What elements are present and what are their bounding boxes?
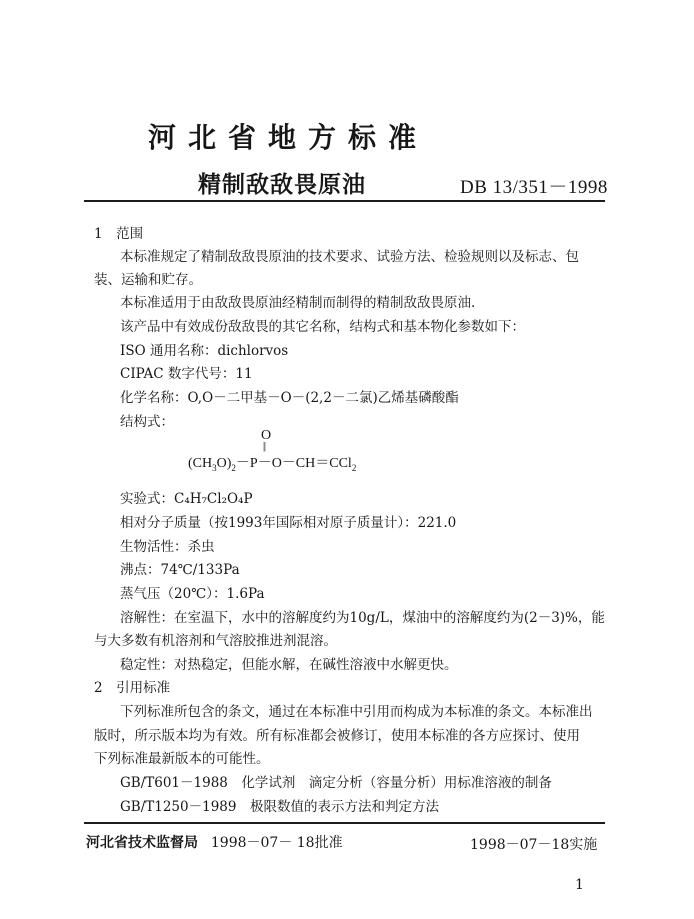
cipac-code: CIPAC 数字代号：11 xyxy=(120,366,253,382)
footer-rule xyxy=(84,822,605,824)
reference-standard-1: GB/T601－1988 化学试剂 滴定分析（容量分析）用标准溶液的制备 xyxy=(120,775,552,791)
document-title: 精制敌敌畏原油 xyxy=(198,172,366,198)
chemical-name: 化学名称：O,O－二甲基－O－(2,2－二氯)乙烯基磷酸酯 xyxy=(120,390,459,406)
stability: 稳定性：对热稳定，但能水解，在碱性溶液中水解更快。 xyxy=(120,657,458,673)
standard-code: DB 13/351－1998 xyxy=(460,177,608,198)
structure-oxygen-atom: O xyxy=(261,428,272,443)
formula-left-mid: O) xyxy=(216,456,232,471)
formula-sub-2: 2 xyxy=(231,462,236,473)
boiling-point: 沸点：74℃/133Pa xyxy=(120,562,240,578)
standard-type-heading: 河北省地方标准 xyxy=(148,121,429,154)
header-rule xyxy=(84,200,605,202)
formula-sub-3: 2 xyxy=(351,462,357,473)
vapor-pressure: 蒸气压（20℃）：1.6Pa xyxy=(120,586,265,602)
section-2-paragraph-line-3: 下列标准最新版本的可能性。 xyxy=(94,751,270,767)
structural-formula xyxy=(188,452,356,473)
structural-formula-label: 结构式： xyxy=(120,414,174,430)
section-2-heading: 2 引用标准 xyxy=(94,680,171,696)
section-1-paragraph-3: 该产品中有效成份敌敌畏的其它名称，结构式和基本物化参数如下： xyxy=(120,319,525,335)
reference-standard-2: GB/T1250－1989 极限数值的表示方法和判定方法 xyxy=(120,799,439,815)
solubility-line-2: 与大多数有机溶剂和气溶胶推进剂混溶。 xyxy=(94,633,337,649)
issuing-authority: 河北省技术监督局 xyxy=(86,835,198,851)
iso-common-name: ISO 通用名称：dichlorvos xyxy=(120,343,289,359)
relative-molecular-mass: 相对分子质量（按1993年国际相对原子质量计）：221.0 xyxy=(120,515,457,531)
formula-left-group: (CH xyxy=(188,456,213,471)
section-1-paragraph-2: 本标准适用于由敌敌畏原油经精制而制得的精制敌敌畏原油. xyxy=(120,295,476,311)
section-2-paragraph-line-2: 版时，所示版本均为有效。所有标准都会被修订，使用本标准的各方应探讨、使用 xyxy=(94,728,580,744)
page-number: 1 xyxy=(575,877,584,893)
implementation-date: 1998－07－18实施 xyxy=(470,837,598,853)
formula-chain: －P－O－CH＝CCl xyxy=(235,456,352,471)
structure-double-bond: || xyxy=(263,441,266,452)
formula-sub-1: 3 xyxy=(212,462,217,473)
section-1-heading: 1 范围 xyxy=(94,226,144,242)
section-1-paragraph-1-line-1: 本标准规定了精制敌敌畏原油的技术要求、试验方法、检验规则以及标志、包 xyxy=(120,249,579,265)
empirical-formula: 实验式：C₄H₇Cl₂O₄P xyxy=(120,491,253,507)
section-1-paragraph-1-line-2: 装、运输和贮存。 xyxy=(94,272,202,288)
section-2-paragraph-line-1: 下列标准所包含的条文，通过在本标准中引用而构成为本标准的条文。本标准出 xyxy=(120,704,593,720)
footer-issuer-approval xyxy=(86,832,343,852)
biological-activity: 生物活性：杀虫 xyxy=(120,539,215,555)
approval-date: 1998－07－ 18批准 xyxy=(210,835,343,851)
solubility-line-1: 溶解性：在室温下，水中的溶解度约为10g/L，煤油中的溶解度约为(2－3)%，能 xyxy=(120,610,605,626)
